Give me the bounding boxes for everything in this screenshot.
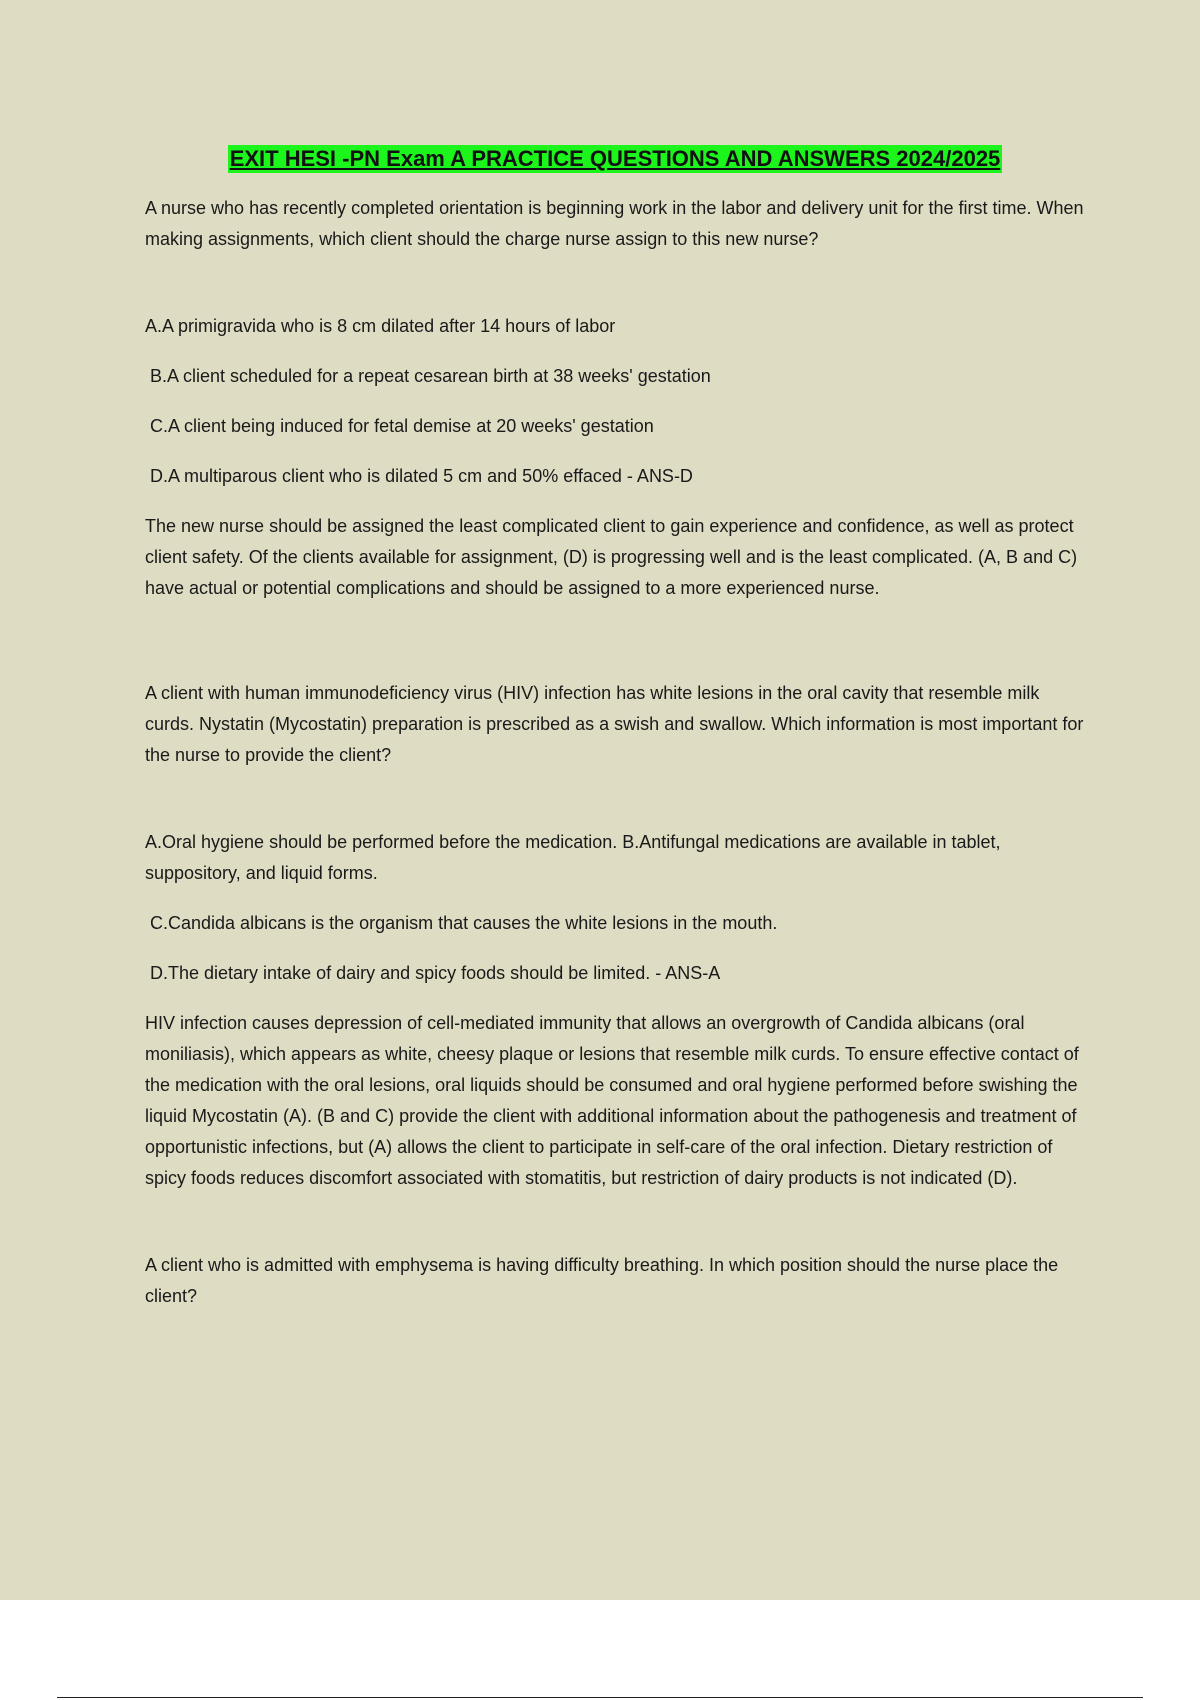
question-block-3: [145, 1250, 1085, 1312]
title-container: [145, 145, 1085, 173]
question-stem: A nurse who has recently completed orientation is beginning work in the labor and delivery unit for the first time. When making assignments, which client should the charge nurse assign to this new nurse?: [145, 198, 1084, 249]
answer-option: C.A client being induced for fetal demise at 20 weeks' gestation: [150, 416, 654, 436]
answer-option: C.Candida albicans is the organism that causes the white lesions in the mouth.: [150, 913, 778, 933]
page-title: EXIT HESI -PN Exam A PRACTICE QUESTIONS AND ANSWERS 2024/2025: [229, 146, 1001, 171]
question-stem: A client with human immunodeficiency virus (HIV) infection has white lesions in the oral cavity that resemble milk curds. Nystatin (Mycostatin) preparation is prescribed as a swish and swallow. Which information is most important for the nurse to provide the client?: [145, 683, 1084, 765]
answer-option: D.A multiparous client who is dilated 5 cm and 50% effaced - ANS-D: [150, 466, 693, 486]
spacer: [145, 1194, 1085, 1250]
question-stem: A client who is admitted with emphysema is having difficulty breathing. In which position should the nurse place the client?: [145, 1255, 1059, 1306]
answer-option: B.A client scheduled for a repeat cesarean birth at 38 weeks' gestation: [150, 366, 711, 386]
footer-divider: [57, 1697, 1143, 1698]
spacer: [145, 604, 1085, 678]
answer-option: A.A primigravida who is 8 cm dilated after 14 hours of labor: [145, 316, 616, 336]
answer-option: D.The dietary intake of dairy and spicy foods should be limited. - ANS-A: [150, 963, 721, 983]
answer-rationale: The new nurse should be assigned the least complicated client to gain experience and confidence, as well as protect client safety. Of the clients available for assignment, (D) is progressing well and is the least complicated. (A, B and C) have actual or potential complications and should be assigned to a more experienced nurse.: [145, 516, 1078, 598]
answer-rationale: HIV infection causes depression of cell-mediated immunity that allows an overgrowth of Candida albicans (oral moniliasis), which appears as white, cheesy plaque or lesions that resemble milk curds. To ensure effective contact of the medication with the oral lesions, oral liquids should be consumed and oral hygiene performed before swishing the liquid Mycostatin (A). (B and C) provide the client with additional information about the pathogenesis and treatment of opportunistic infections, but (A) allows the client to participate in self-care of the oral infection. Dietary restriction of spicy foods reduces discomfort associated with stomatitis, but restriction of dairy products is not indicated (D).: [145, 1013, 1079, 1188]
question-block-2: [145, 678, 1085, 1194]
document-body: [145, 145, 1085, 1312]
question-block-1: [145, 193, 1085, 604]
answer-option: A.Oral hygiene should be performed before the medication. B.Antifungal medications are available in tablet, suppository, and liquid forms.: [145, 832, 1001, 883]
